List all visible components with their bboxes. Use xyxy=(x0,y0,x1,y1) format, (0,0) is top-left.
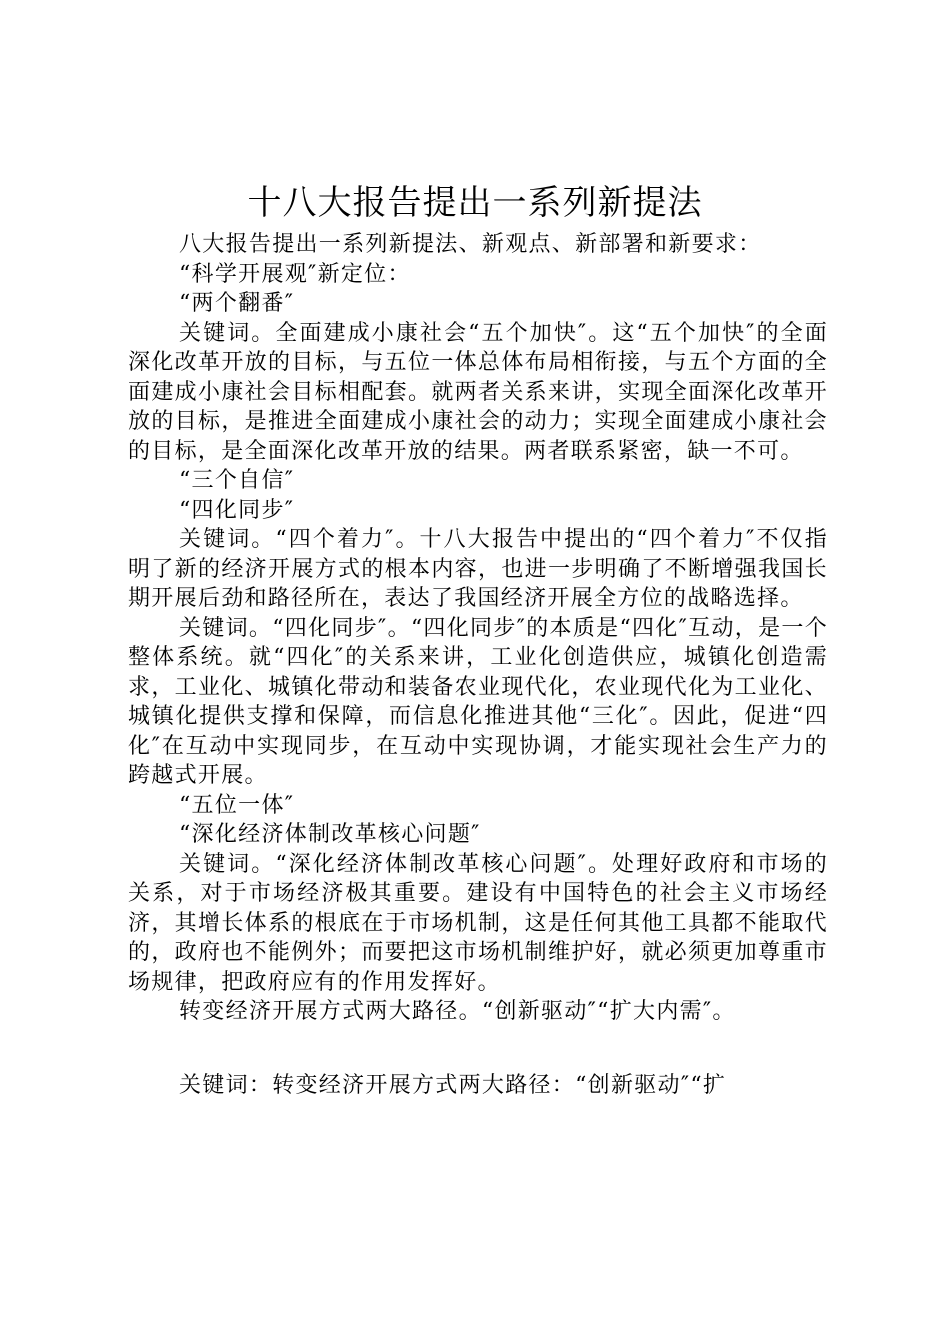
heading-three-confidences: “三个自信″ xyxy=(179,468,295,493)
paragraph-two-paths: 转变经济开展方式两大路径。“创新驱动″“扩大内需″。 xyxy=(179,999,736,1024)
paragraph-four-focuses: 关键词。“四个着力″。十八大报告中提出的“四个着力″不仅指明了新的经济开展方式的根本内容，也进一步明确了不断增强我国长期开展后劲和路径所在，表达了我国经济开展全方位的战略选择。 xyxy=(128,527,828,611)
paragraph-five-accelerations: 关键词。全面建成小康社会“五个加快″。这“五个加快″的全面深化改革开放的目标，与五位一体总体布局相衔接，与五个方面的全面建成小康社会目标相配套。就两者关系来讲，实现全面深化改革开放的目标，是推进全面建成小康社会的动力；实现全面建成小康社会的目标，是全面深化改革开放的结果。两者联系紧密，缺一不可。 xyxy=(128,320,828,464)
paragraph-economic-reform-core: 关键词。“深化经济体制改革核心问题″。处理好政府和市场的关系，对于市场经济极其重要。建设有中国特色的社会主义市场经济，其增长体系的根底在于市场机制，这是任何其他工具都不能取代的，政府也不能例外；而要把这市场机制维护好，就必须更加尊重市场规律，把政府应有的作用发挥好。 xyxy=(128,851,828,995)
document-title: 十八大报告提出一系列新提法 xyxy=(247,183,703,223)
heading-scientific-development: “科学开展观″新定位： xyxy=(179,261,411,287)
paragraph-two-paths-keywords: 关键词：转变经济开展方式两大路径：“创新驱动″“扩 xyxy=(179,1072,727,1098)
heading-two-doublings: “两个翻番″ xyxy=(179,291,295,316)
document-body xyxy=(128,230,828,1100)
heading-four-synchronizations: “四化同步″ xyxy=(179,497,295,523)
paragraph-four-synchronizations: 关键词。“四化同步″。“四化同步″的本质是“四化″互动，是一个整体系统。就“四化″的关系来讲，工业化创造供应，城镇化创造需求，工业化、城镇化带动和装备农业现代化，农业现代化为工业化、城镇化提供支撑和保障，而信息化推进其他“三化″。因此，促进“四化″在互动中实现同步，在互动中实现协调，才能实现社会生产力的跨越式开展。 xyxy=(128,615,828,788)
paragraph-intro: 八大报告提出一系列新提法、新观点、新部署和新要求： xyxy=(179,232,762,257)
heading-economic-reform-core: “深化经济体制改革核心问题″ xyxy=(179,822,481,847)
heading-five-in-one: “五位一体″ xyxy=(179,792,295,818)
